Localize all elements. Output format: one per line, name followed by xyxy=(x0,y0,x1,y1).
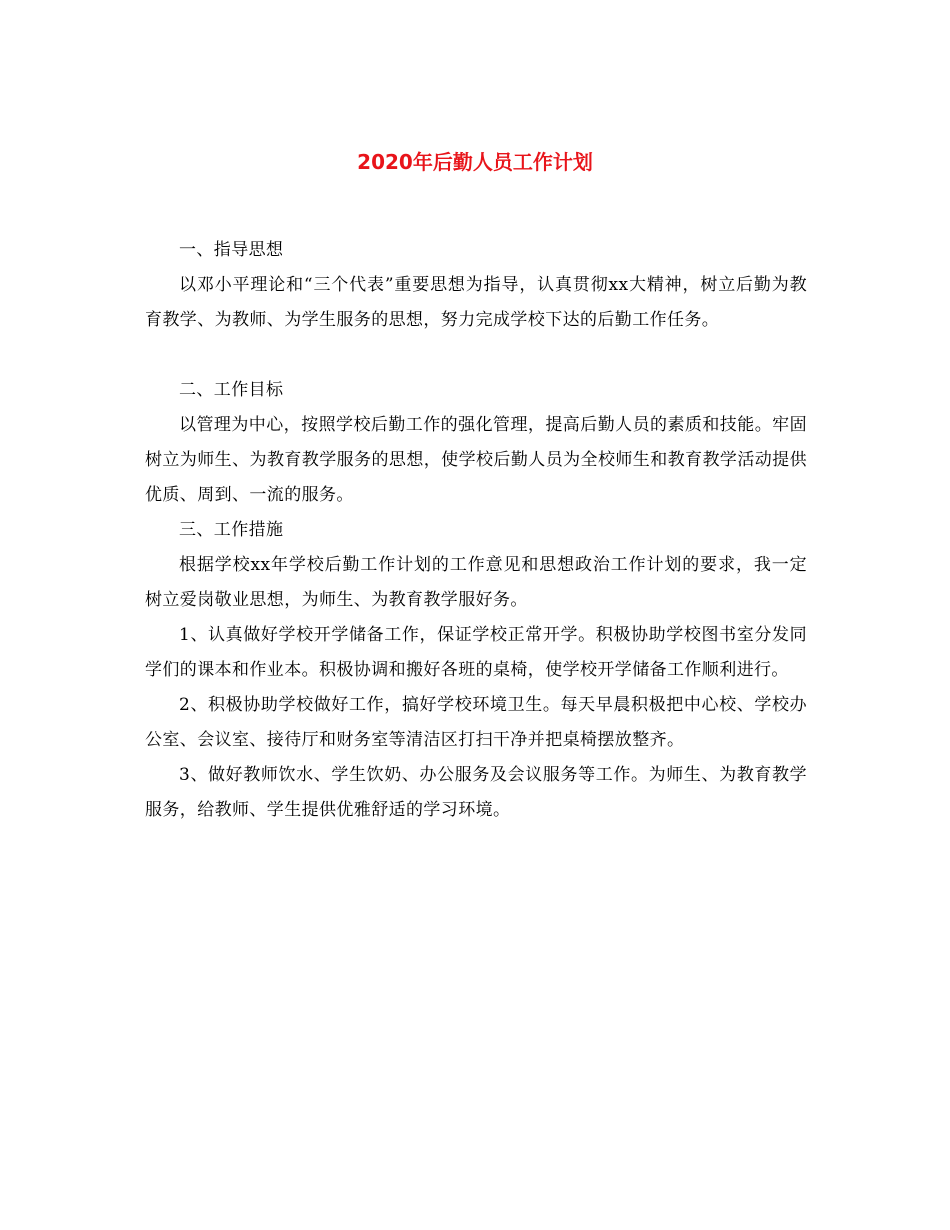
section-paragraph: 3、做好教师饮水、学生饮奶、办公服务及会议服务等工作。为师生、为教育教学服务，给教师、学生提供优雅舒适的学习环境。 xyxy=(145,765,807,820)
section-paragraph: 2、积极协助学校做好工作，搞好学校环境卫生。每天早晨积极把中心校、学校办公室、会议室、接待厅和财务室等清洁区打扫干净并把桌椅摆放整齐。 xyxy=(145,695,807,750)
section-paragraph: 以管理为中心，按照学校后勤工作的强化管理，提高后勤人员的素质和技能。牢固树立为师生、为教育教学服务的思想，使学校后勤人员为全校师生和教育教学活动提供优质、周到、一流的服务。 xyxy=(145,415,807,505)
document-body xyxy=(145,233,807,828)
section-heading: 一、指导思想 xyxy=(179,240,284,260)
document-title: 2020年后勤人员工作计划 xyxy=(357,150,593,174)
section-paragraph: 以邓小平理论和“三个代表”重要思想为指导，认真贯彻xx大精神，树立后勤为教育教学、为教师、为学生服务的思想，努力完成学校下达的后勤工作任务。 xyxy=(145,275,807,330)
section-spacer xyxy=(145,338,807,373)
section-paragraph: 1、认真做好学校开学储备工作，保证学校正常开学。积极协助学校图书室分发同学们的课本和作业本。积极协调和搬好各班的桌椅，使学校开学储备工作顺利进行。 xyxy=(145,625,807,680)
section-paragraph: 根据学校xx年学校后勤工作计划的工作意见和思想政治工作计划的要求，我一定树立爱岗敬业思想，为师生、为教育教学服好务。 xyxy=(145,555,807,610)
section-heading: 二、工作目标 xyxy=(179,380,284,400)
section-heading: 三、工作措施 xyxy=(179,520,284,540)
